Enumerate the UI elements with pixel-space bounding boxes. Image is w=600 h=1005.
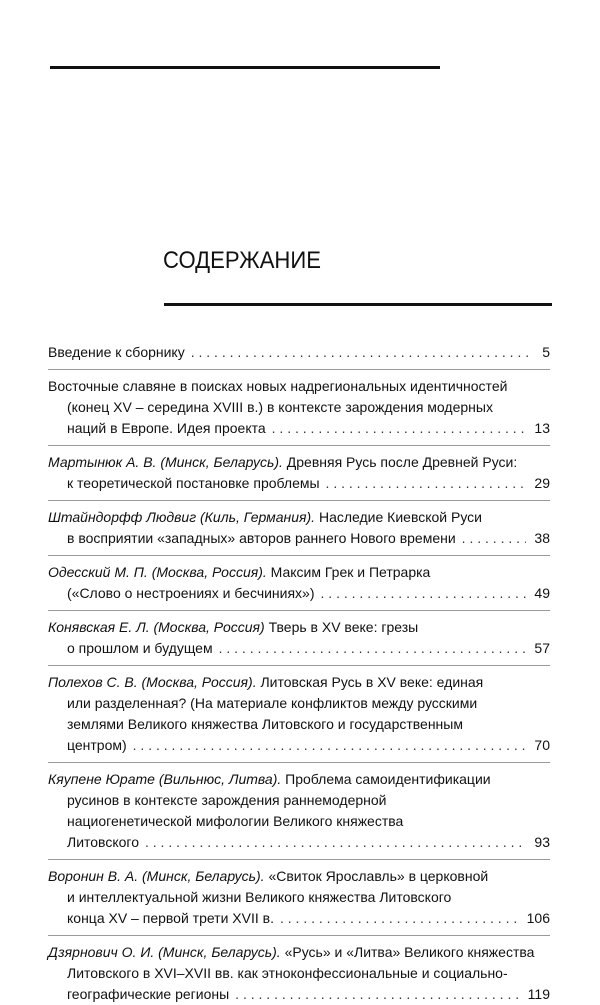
table-of-contents (48, 342, 550, 1005)
toc-line (48, 963, 550, 984)
toc-line (48, 452, 550, 473)
toc-line (48, 811, 550, 832)
top-rule (50, 66, 440, 69)
toc-line (48, 887, 550, 908)
page-number: 5 (542, 344, 550, 360)
toc-entry[interactable] (48, 342, 550, 363)
toc-entry[interactable] (48, 866, 550, 929)
toc-line (48, 693, 550, 714)
toc-text: Литовского в XVI–XVII вв. как этноконфессиональные и социально- (67, 965, 508, 981)
toc-text: («Слово о нестроениях и бесчиниях») (67, 585, 315, 601)
toc-line (48, 583, 550, 604)
toc-text: «Русь» и «Литва» Великого княжества (284, 944, 535, 960)
dot-leader (145, 832, 526, 853)
page-number: 57 (534, 640, 550, 656)
entry-separator (48, 935, 550, 936)
toc-text: в восприятии «западных» авторов раннего Нового времени (67, 530, 456, 546)
toc-text: центром) (67, 737, 127, 753)
toc-text: русинов в контексте зарождения раннемодерной (67, 792, 387, 808)
dot-leader (235, 984, 520, 1005)
entry-separator (48, 665, 550, 666)
toc-entry[interactable] (48, 942, 550, 1005)
dot-leader (280, 908, 519, 929)
toc-line (48, 638, 550, 659)
toc-line (48, 984, 550, 1005)
toc-line (48, 769, 550, 790)
entry-separator (48, 859, 550, 860)
toc-author: Штайндорфф Людвиг (Киль, Германия). (48, 509, 316, 525)
toc-line (48, 342, 550, 363)
toc-entry[interactable] (48, 769, 550, 853)
toc-author: Дзярнович О. И. (Минск, Беларусь). (48, 944, 281, 960)
entry-separator (48, 500, 550, 501)
toc-text: «Свиток Ярославль» в церковной (268, 868, 489, 884)
page-number: 29 (534, 475, 550, 491)
toc-line (48, 528, 550, 549)
dot-leader (321, 583, 527, 604)
toc-line (48, 397, 550, 418)
toc-text: нациогенетической мифологии Великого княжества (67, 813, 404, 829)
toc-entry[interactable] (48, 672, 550, 756)
toc-line (48, 790, 550, 811)
toc-line (48, 735, 550, 756)
toc-text: Восточные славяне в поисках новых надрегиональных идентичностей (48, 378, 508, 394)
toc-author: Конявская Е. Л. (Москва, Россия) (48, 619, 265, 635)
toc-text: Проблема самоидентификации (285, 771, 491, 787)
page-number: 70 (534, 737, 550, 753)
toc-line (48, 617, 550, 638)
toc-author: Воронин В. А. (Минск, Беларусь). (48, 868, 265, 884)
toc-line (48, 832, 550, 853)
dot-leader (219, 638, 527, 659)
toc-entry[interactable] (48, 507, 550, 549)
toc-line (48, 473, 550, 494)
toc-text: о прошлом и будущем (67, 640, 213, 656)
page-number: 38 (534, 530, 550, 546)
entry-separator (48, 555, 550, 556)
entry-separator (48, 610, 550, 611)
toc-author: Мартынюк А. В. (Минск, Беларусь). (48, 454, 283, 470)
dot-leader (272, 418, 527, 439)
toc-text: Литовского (67, 834, 139, 850)
toc-entry[interactable] (48, 562, 550, 604)
toc-entry[interactable] (48, 376, 550, 439)
toc-text: наций в Европе. Идея проекта (67, 420, 266, 436)
page-number: 93 (534, 834, 550, 850)
toc-line (48, 866, 550, 887)
toc-text: Литовская Русь в XV веке: единая (260, 674, 484, 690)
title-rule (164, 303, 552, 306)
toc-author: Кяупене Юрате (Вильнюс, Литва). (48, 771, 282, 787)
toc-text: Введение к сборнику (48, 344, 185, 360)
toc-text: или разделенная? (На материале конфликтов между русскими (67, 695, 478, 711)
toc-text: географические регионы (67, 986, 230, 1002)
dot-leader (133, 735, 527, 756)
toc-line (48, 714, 550, 735)
toc-author: Одесский М. П. (Москва, Россия). (48, 564, 267, 580)
toc-text: Максим Грек и Петрарка (270, 564, 431, 580)
toc-text: Наследие Киевской Руси (318, 509, 482, 525)
entry-separator (48, 369, 550, 370)
page-number: 119 (527, 986, 550, 1002)
toc-text: и интеллектуальной жизни Великого княжества Литовского (67, 889, 452, 905)
toc-line (48, 672, 550, 693)
dot-leader (326, 473, 527, 494)
toc-text: Древняя Русь после Древней Руси: (286, 454, 518, 470)
entry-separator (48, 762, 550, 763)
toc-entry[interactable] (48, 452, 550, 494)
page-number: 13 (534, 420, 550, 436)
dot-leader (462, 528, 527, 549)
page-title: СОДЕРЖАНИЕ (163, 247, 321, 274)
toc-line (48, 942, 550, 963)
toc-text: землями Великого княжества Литовского и государственным (67, 716, 463, 732)
toc-line (48, 562, 550, 583)
toc-text: Тверь в XV веке: грезы (268, 619, 419, 635)
dot-leader (191, 342, 534, 363)
toc-text: конца XV – первой трети XVII в. (67, 910, 274, 926)
toc-line (48, 418, 550, 439)
toc-author: Полехов С. В. (Москва, Россия). (48, 674, 257, 690)
toc-line (48, 376, 550, 397)
page-number: 49 (534, 585, 550, 601)
toc-line (48, 507, 550, 528)
toc-text: (конец XV – середина XVIII в.) в контексте зарождения модерных (67, 399, 493, 415)
toc-text: к теоретической постановке проблемы (67, 475, 320, 491)
toc-line (48, 908, 550, 929)
page-number: 106 (526, 910, 550, 926)
entry-separator (48, 445, 550, 446)
toc-entry[interactable] (48, 617, 550, 659)
